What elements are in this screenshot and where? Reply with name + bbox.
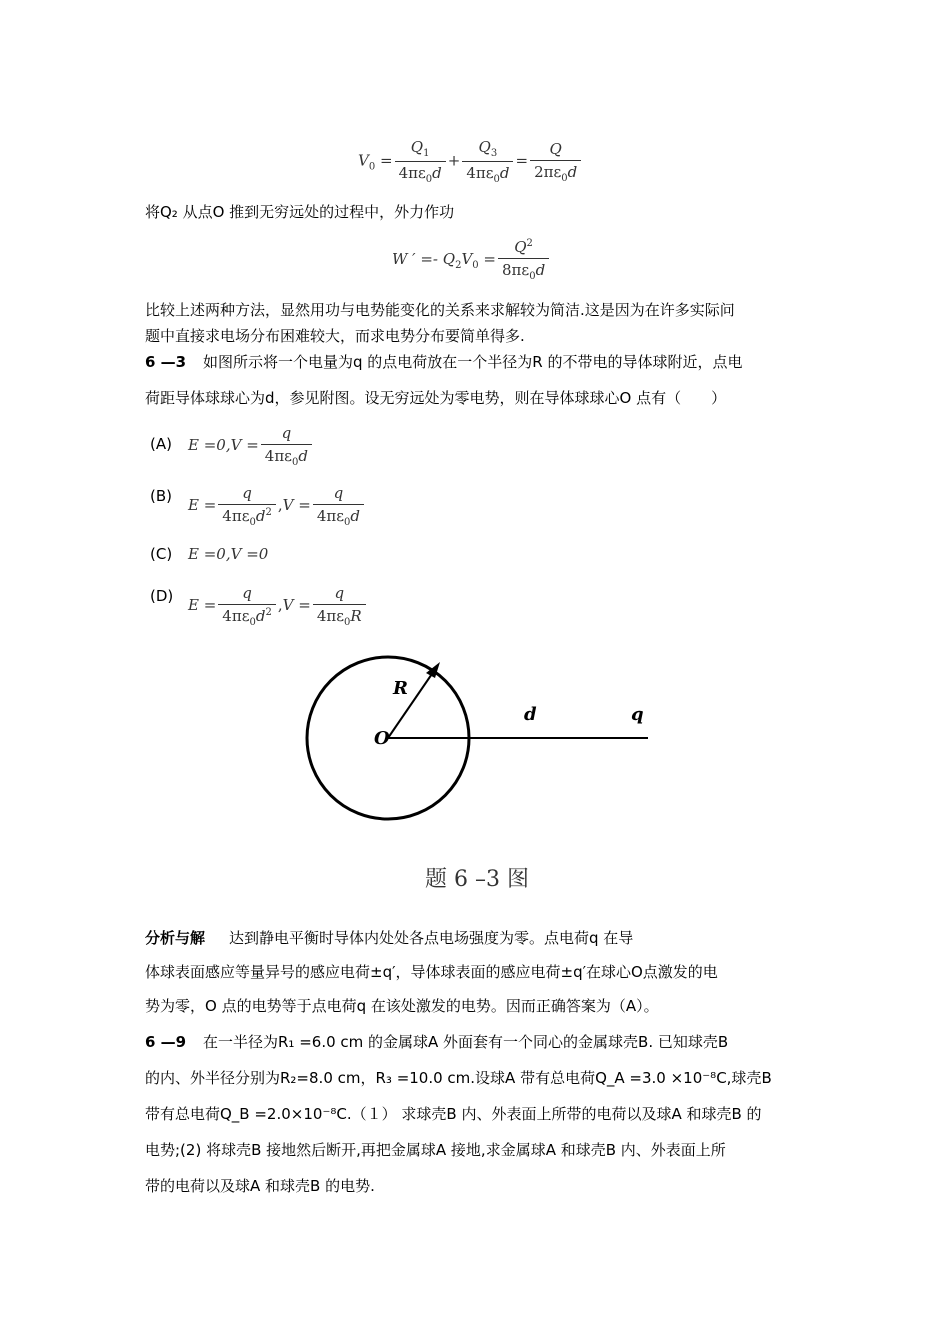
equation-work: W ′ =- $Q_2V_0$ = $\frac{Q^2}{8\pi\varepsilon_0d}$ bbox=[392, 238, 551, 282]
problem-6-9-number: 6 —9 bbox=[145, 1033, 187, 1051]
eq1-f2-num: Q bbox=[478, 138, 491, 156]
eq2-mid-sub: 0 bbox=[472, 260, 479, 271]
label-o: O bbox=[374, 728, 390, 749]
analysis-line-2: 体球表面感应等量异号的感应电荷±q′，导体球表面的感应电荷±q′在球心O点激发的电 bbox=[145, 963, 718, 981]
paragraph-compare-line-2: 题中直接求电场分布困难较大，而求电势分布要简单得多. bbox=[145, 327, 525, 345]
option-b-fraction-v: $\frac{q}{4\pi\varepsilon_0d}$ bbox=[313, 484, 364, 528]
problem-6-9-line-3: 带有总电荷Q_B =2.0×10⁻⁸C.（１） 求球壳B 内、外表面上所带的电荷以及球A 和球壳B 的 bbox=[145, 1105, 762, 1123]
option-a-text: E =0,V = bbox=[188, 436, 259, 454]
eq2-num-sup: 2 bbox=[526, 238, 533, 249]
option-d-label: (D) bbox=[150, 587, 174, 605]
analysis-heading: 分析与解 bbox=[145, 929, 206, 947]
analysis-line-3: 势为零，O 点的电势等于点电荷q 在该处激发的电势。因而正确答案为（A）。 bbox=[145, 997, 659, 1015]
label-q: q bbox=[631, 704, 644, 725]
option-d-fraction-e: $\frac{q}{4\pi\varepsilon_0d^2}$ bbox=[218, 584, 276, 628]
eq2-den-sub: 0 bbox=[529, 271, 536, 282]
problem-6-3-line-2: 荷距导体球球心为d，参见附图。设无穷远处为零电势，则在导体球球心O 点有（ ） bbox=[145, 389, 727, 407]
eq1-f1-num-sub: 1 bbox=[423, 148, 430, 159]
problem-6-9-line-4: 电势;(2) 将球壳B 接地然后断开,再把金属球A 接地,求金属球A 和球壳B 内、外表面上所 bbox=[145, 1141, 726, 1159]
label-r: R bbox=[393, 678, 408, 699]
eq1-f2-num-sub: 3 bbox=[490, 148, 498, 159]
eq1-fraction-1 bbox=[395, 138, 446, 185]
eq1-f3-den-sub: 0 bbox=[561, 172, 568, 184]
option-d-formula: E = $\frac{q}{4\pi\varepsilon_0d^2}$ ,V = $\frac{q}{4\pi\varepsilon_0R}$ bbox=[188, 584, 368, 628]
eq1-f2-den-tail: d bbox=[499, 164, 510, 182]
text-push-q2: 将Q₂ 从点O 推到无穷远处的过程中，外力作功 bbox=[145, 203, 455, 221]
eq2-num: Q bbox=[514, 238, 527, 256]
option-a-fraction: $\frac{q}{4\pi\varepsilon_0d}$ bbox=[261, 424, 312, 468]
eq1-f1-den-tail: d bbox=[432, 164, 442, 182]
problem-6-3-line-1: 如图所示将一个电量为q 的点电荷放在一个半径为R 的不带电的导体球附近，点电 bbox=[203, 353, 743, 371]
eq1-f1-den: 4πε bbox=[398, 164, 426, 182]
eq1-f1-num: Q bbox=[410, 138, 424, 156]
option-a-label: (A) bbox=[150, 435, 172, 453]
eq1-lhs: V bbox=[358, 151, 369, 170]
paragraph-compare-line-1: 比较上述两种方法，显然用功与电势能变化的关系来求解较为简洁.这是因为在许多实际问 bbox=[145, 301, 735, 319]
eq2-den: 8πε bbox=[502, 261, 530, 279]
eq2-mid: V bbox=[461, 250, 473, 268]
option-d-text: E = bbox=[188, 596, 217, 614]
eq1-f3-den-tail: d bbox=[567, 162, 578, 181]
eq1-f1-den-sub: 0 bbox=[425, 174, 433, 185]
label-d: d bbox=[524, 704, 537, 725]
eq1-fraction-2 bbox=[462, 138, 513, 185]
option-c-formula: E =0,V =0 bbox=[188, 545, 269, 563]
eq1-f2-den-sub: 0 bbox=[493, 174, 500, 185]
eq1-f3-num: Q bbox=[549, 139, 562, 158]
eq1-f2-den: 4πε bbox=[466, 164, 494, 182]
problem-6-9-line-1: 在一半径为R₁ =6.0 cm 的金属球A 外面套有一个同心的金属球壳B. 已知球壳B bbox=[203, 1033, 729, 1051]
eq2-den-tail: d bbox=[535, 261, 546, 279]
equation-v0: $V_0$ = $\frac{Q_1}{4\pi\varepsilon_0d}$ + $\frac{Q_3}{4\pi\varepsilon_0d}$ = $\frac{Q}{2\pi\varepsilon_0d}$ bbox=[358, 138, 583, 185]
eq1-fraction-3 bbox=[530, 140, 581, 184]
option-d-fraction-v: $\frac{q}{4\pi\varepsilon_0R}$ bbox=[313, 584, 366, 628]
problem-6-3-number: 6 —3 bbox=[145, 353, 187, 371]
option-b-formula: E = $\frac{q}{4\pi\varepsilon_0d^2}$ ,V = $\frac{q}{4\pi\varepsilon_0d}$ bbox=[188, 484, 366, 528]
problem-6-9-line-2: 的内、外半径分别为R₂=8.0 cm，R₃ =10.0 cm.设球A 带有总电荷Q_A =3.0 ×10⁻⁸C,球壳B bbox=[145, 1069, 772, 1087]
option-a-formula bbox=[188, 424, 314, 468]
eq1-f3-den: 2πε bbox=[534, 162, 562, 181]
option-b-text: E = bbox=[188, 496, 217, 514]
analysis-line-1: 达到静电平衡时导体内处处各点电场强度为零。点电荷q 在导 bbox=[229, 929, 634, 947]
option-c-label: (C) bbox=[150, 545, 173, 563]
option-b-label: (B) bbox=[150, 487, 172, 505]
option-b-fraction-e: $\frac{q}{4\pi\varepsilon_0d^2}$ bbox=[218, 484, 276, 528]
eq1-lhs-sub: 0 bbox=[368, 161, 376, 173]
eq2-lhs: W ′ =- Q bbox=[392, 250, 456, 268]
eq2-lhs-sub: 2 bbox=[455, 260, 462, 271]
figure-conducting-sphere bbox=[290, 640, 670, 840]
eq2-fraction bbox=[498, 238, 549, 282]
figure-caption: 题 6 –3 图 bbox=[425, 867, 529, 892]
problem-6-9-line-5: 带的电荷以及球A 和球壳B 的电势. bbox=[145, 1177, 375, 1195]
